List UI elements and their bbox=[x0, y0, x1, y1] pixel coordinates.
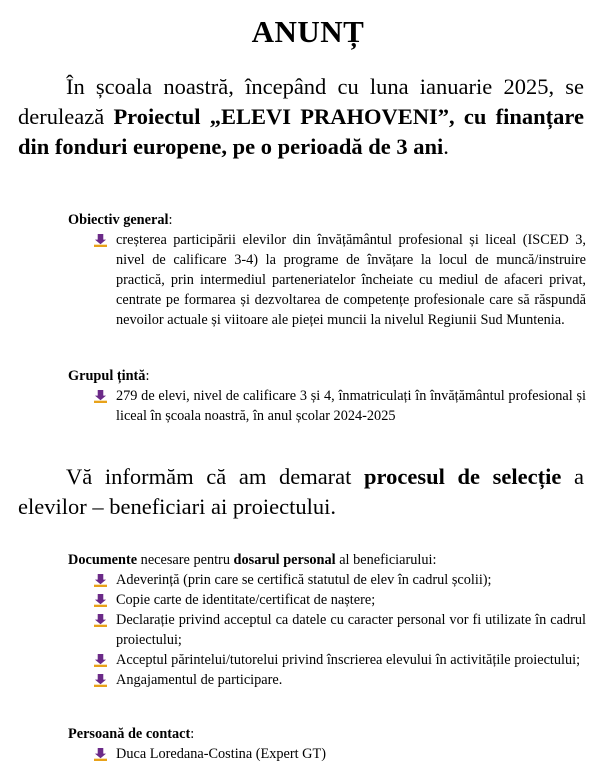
page-title: ANUNȚ bbox=[251, 14, 365, 49]
documents-section bbox=[68, 550, 586, 690]
documents-label-personal-file: dosarul personal bbox=[233, 552, 336, 568]
list-item bbox=[68, 650, 586, 670]
list-item bbox=[68, 590, 586, 610]
target-group-label-suffix: : bbox=[145, 368, 150, 384]
info-text: Vă informăm că am demarat bbox=[66, 464, 365, 489]
info-selection-process: procesul de selecție bbox=[364, 464, 562, 489]
target-group-label: Grupul țintă bbox=[68, 368, 146, 384]
info-paragraph bbox=[18, 462, 584, 522]
list-item bbox=[68, 230, 586, 330]
contact-list bbox=[68, 744, 586, 764]
intro-end: . bbox=[443, 134, 449, 159]
list-item-text: Adeverință (prin care se certifică statutul de elev în cadrul școlii); bbox=[116, 572, 492, 588]
list-item bbox=[68, 670, 586, 690]
list-item-text: Acceptul părintelui/tutorelui privind înscrierea elevului în activitățile proiectului; bbox=[116, 652, 581, 668]
contact-label: Persoană de contact bbox=[68, 726, 191, 742]
intro-text: În școala noastră, începând cu luna ianuarie 2025, se derulează bbox=[18, 74, 584, 129]
objective-label-suffix: : bbox=[168, 212, 173, 228]
arrow-bullet-icon bbox=[94, 748, 107, 761]
arrow-bullet-icon bbox=[94, 390, 107, 403]
list-item-text: Declarație privind acceptul ca datele cu caracter personal vor fi utilizate în cadrul proiectului; bbox=[116, 612, 586, 648]
list-item-text: 279 de elevi, nivel de calificare 3 și 4, înmatriculați în învățământul profesional și liceal în școala noastră, în anul școlar 2024-2025 bbox=[116, 388, 586, 424]
list-item bbox=[68, 570, 586, 590]
arrow-bullet-icon bbox=[94, 654, 107, 667]
contact-label-suffix: : bbox=[190, 726, 195, 742]
list-item-text: creșterea participării elevilor din învățământul profesional și liceal (ISCED 3, nivel de calificare 3-4) la programe de învățare la locul de muncă/instruire practică, prin intermediul parteneriatelor încheiate cu mediul de afaceri privat, centrate pe formarea și dezvoltarea de competențe profesionale care să răspundă nevoilor actuale și viitoare ale pieței muncii la nivelul Regiunii Sud Muntenia. bbox=[116, 232, 586, 328]
info-end: a elevilor – beneficiari ai proiectului. bbox=[18, 464, 584, 519]
list-item bbox=[68, 744, 586, 764]
objective-list bbox=[68, 230, 586, 330]
intro-project-name: Proiectul „ELEVI PRAHOVENI”, cu finanțare din fonduri europene, pe o perioadă de 3 ani bbox=[18, 104, 584, 159]
list-item bbox=[68, 386, 586, 426]
arrow-bullet-icon bbox=[94, 574, 107, 587]
objective-label: Obiectiv general bbox=[68, 212, 169, 228]
list-item-text: Angajamentul de participare. bbox=[116, 672, 283, 688]
list-item-text: Duca Loredana-Costina (Expert GT) bbox=[116, 746, 326, 762]
arrow-bullet-icon bbox=[94, 594, 107, 607]
documents-list bbox=[68, 570, 586, 690]
objective-section bbox=[68, 210, 586, 330]
arrow-bullet-icon bbox=[94, 674, 107, 687]
list-item-text: Copie carte de identitate/certificat de naștere; bbox=[116, 592, 376, 608]
list-item bbox=[68, 610, 586, 650]
target-group-section bbox=[68, 366, 586, 426]
arrow-bullet-icon bbox=[94, 614, 107, 627]
target-group-list bbox=[68, 386, 586, 426]
intro-paragraph bbox=[18, 72, 584, 162]
documents-label-end: al beneficiarului: bbox=[335, 552, 437, 568]
documents-label: Documente bbox=[68, 552, 138, 568]
contact-section bbox=[68, 724, 586, 764]
documents-label-mid: necesare pentru bbox=[137, 552, 234, 568]
arrow-bullet-icon bbox=[94, 234, 107, 247]
